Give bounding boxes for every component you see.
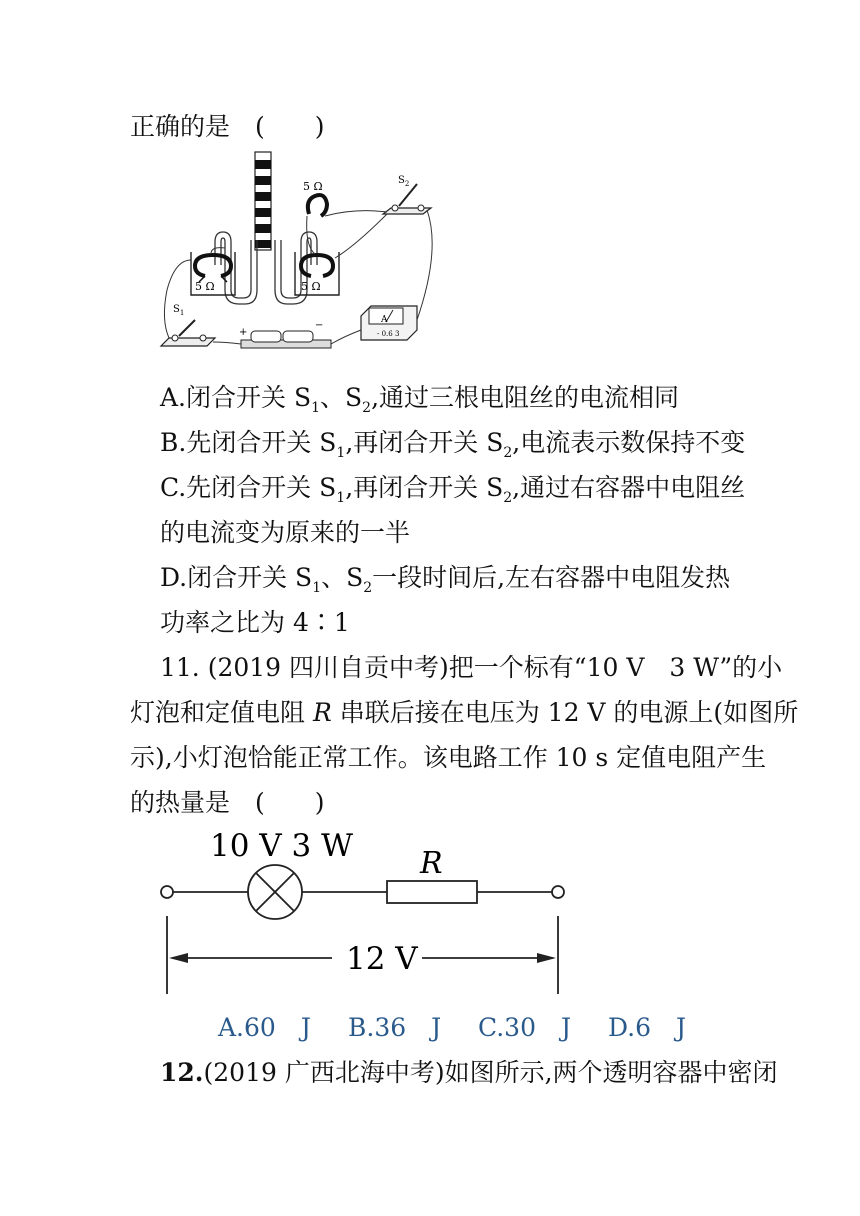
q10-option-c: C.先闭合开关 $S_1$,再闭合开关 $S_2$,通过右容器中电阻丝 [160, 473, 746, 506]
ammeter [361, 306, 417, 340]
q11-line-1: 11. (2019 四川自贡中考)把一个标有“10 V 3 W”的小 [160, 653, 783, 682]
svg-text:A: A [381, 315, 388, 325]
resistor-label: R [420, 846, 443, 881]
switch-s2 [383, 175, 431, 214]
q10-option-d: D.闭合开关 $S_1$、$S_2$一段时间后,左右容器中电阻发热 [160, 563, 731, 596]
svg-text:S1: $S_1$ [173, 304, 185, 317]
svg-text:−: − [315, 320, 324, 331]
q11-option-c: C.30 J [478, 1013, 572, 1042]
left-arrowhead [169, 953, 188, 963]
battery [239, 320, 331, 348]
svg-text:- 0.6 3: - 0.6 3 [377, 330, 400, 338]
q10-circuit-figure [155, 150, 440, 355]
switch-s1 [161, 304, 215, 346]
lamp-rating-label: 10 V 3 W [210, 828, 353, 864]
voltage-label: 12 V [346, 941, 418, 977]
q11-option-d: D.6 J [608, 1013, 687, 1042]
top-resistor-label: 5 Ω [303, 180, 323, 193]
q11-option-a: A.60 J [218, 1013, 311, 1042]
q11-line-2: 灯泡和定值电阻 R 串联后接在电压为 12 V 的电源上(如图所 [130, 698, 799, 727]
right-arrowhead [537, 953, 556, 963]
q11-circuit-figure [150, 822, 580, 1002]
left-beaker [191, 252, 235, 295]
q11-line-3: 示),小灯泡恰能正常工作。该电路工作 10 s 定值电阻产生 [130, 743, 767, 772]
right-terminal [552, 886, 564, 898]
resistor-symbol [387, 881, 477, 903]
scale-ruler [255, 152, 271, 250]
q10-option-a: A.闭合开关 $S_1$、$S_2$,通过三根电阻丝的电流相同 [160, 383, 680, 416]
top-resistor [303, 180, 327, 216]
svg-text:S2: $S_2$ [398, 175, 410, 188]
q11-line-4: 的热量是 ( ) [130, 788, 325, 817]
left-terminal [161, 886, 173, 898]
q10-stem-tail: 正确的是 ( ) [130, 112, 325, 141]
q10-option-b: B.先闭合开关 $S_1$,再闭合开关 $S_2$,电流表示数保持不变 [160, 428, 746, 461]
right-resistor-label: 5 Ω [301, 280, 321, 293]
q11-option-b: B.36 J [348, 1013, 442, 1042]
lamp-symbol [248, 865, 302, 919]
q10-option-c-line2: 的电流变为原来的一半 [160, 518, 411, 547]
svg-text:+: + [239, 327, 248, 338]
q12-line-1: 12.(2019 广西北海中考)如图所示,两个透明容器中密闭 [160, 1058, 778, 1087]
q10-option-d-line2: 功率之比为 4∶1 [160, 608, 350, 637]
left-resistor-label: 5 Ω [195, 280, 215, 293]
